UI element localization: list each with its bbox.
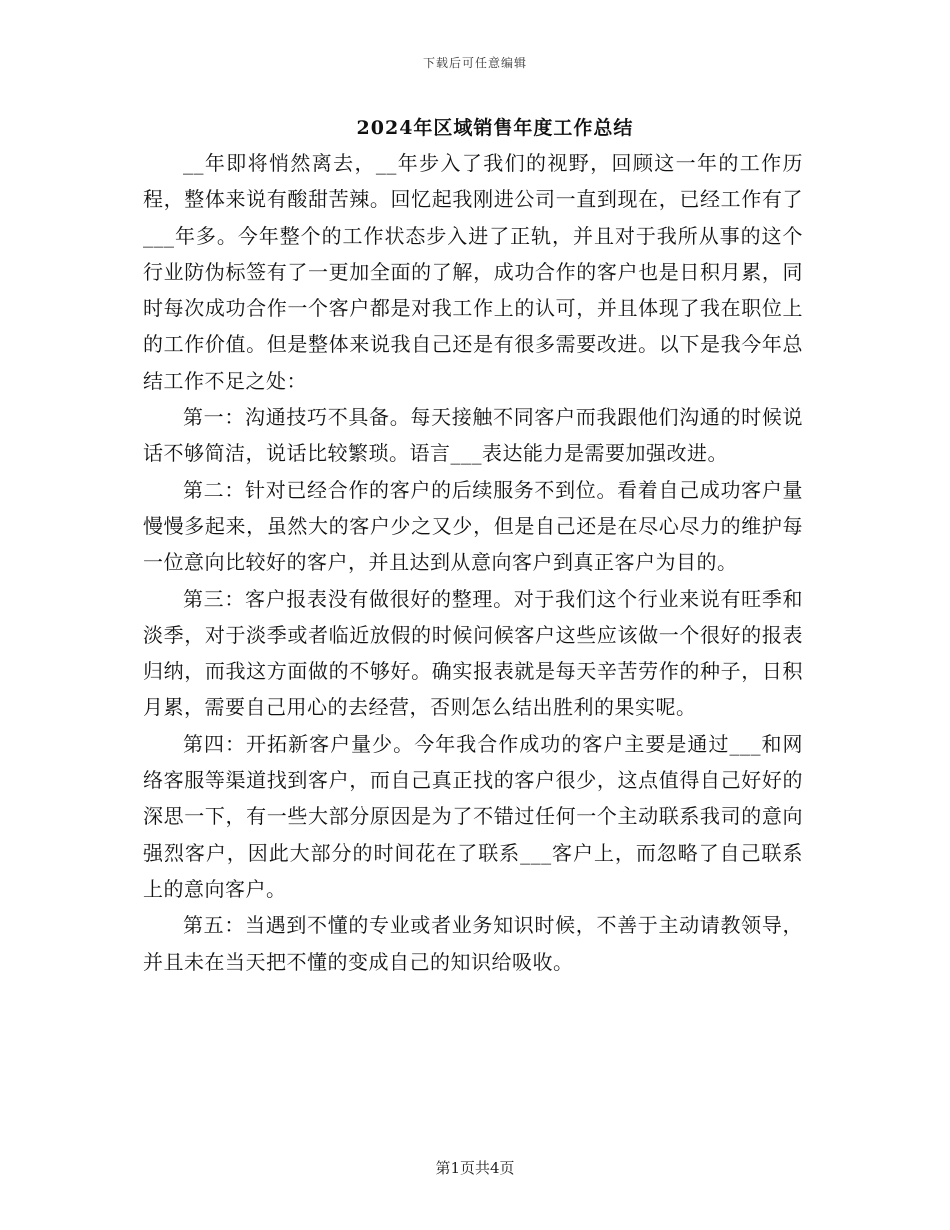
paragraph-point-2: 第二：针对已经合作的客户的后续服务不到位。看着自己成功客户量慢慢多起来，虽然大的客户少之又少，但是自己还是在尽心尽力的维护每一位意向比较好的客户，并且达到从意向客户到真正客户为目的。 bbox=[143, 477, 803, 575]
document-body bbox=[143, 145, 803, 980]
page-number: 第1页共4页 bbox=[435, 1159, 515, 1177]
document-title: 2024年区域销售年度工作总结 bbox=[356, 117, 634, 139]
paragraph-point-3: 第三：客户报表没有做很好的整理。对于我们这个行业来说有旺季和淡季，对于淡季或者临近放假的时候问候客户这些应该做一个很好的报表归纳，而我这方面做的不够好。确实报表就是每天辛苦劳作的种子，日积月累，需要自己用心的去经营，否则怎么结出胜利的果实呢。 bbox=[143, 586, 803, 720]
paragraph-point-1: 第一：沟通技巧不具备。每天接触不同客户而我跟他们沟通的时候说话不够简洁，说话比较繁琐。语言___表达能力是需要加强改进。 bbox=[143, 405, 803, 466]
paragraph-intro: __年即将悄然离去，__年步入了我们的视野，回顾这一年的工作历程，整体来说有酸甜苦辣。回忆起我刚进公司一直到现在，已经工作有了___年多。今年整个的工作状态步入进了正轨，并且对于我所从事的这个行业防伪标签有了一更加全面的了解，成功合作的客户也是日积月累，同时每次成功合作一个客户都是对我工作上的认可，并且体现了我在职位上的工作价值。但是整体来说我自己还是有很多需要改进。以下是我今年总结工作不足之处： bbox=[143, 151, 803, 393]
paragraph-point-4: 第四：开拓新客户量少。今年我合作成功的客户主要是通过___和网络客服等渠道找到客户，而自己真正找的客户很少，这点值得自己好好的深思一下，有一些大部分原因是为了不错过任何一个主动联系我司的意向强烈客户，因此大部分的时间花在了联系___客户上，而忽略了自己联系上的意向客户。 bbox=[143, 731, 803, 901]
page-header-note: 下载后可任意编辑 bbox=[422, 56, 527, 70]
paragraph-point-5: 第五：当遇到不懂的专业或者业务知识时候，不善于主动请教领导，并且未在当天把不懂的变成自己的知识给吸收。 bbox=[143, 913, 803, 974]
